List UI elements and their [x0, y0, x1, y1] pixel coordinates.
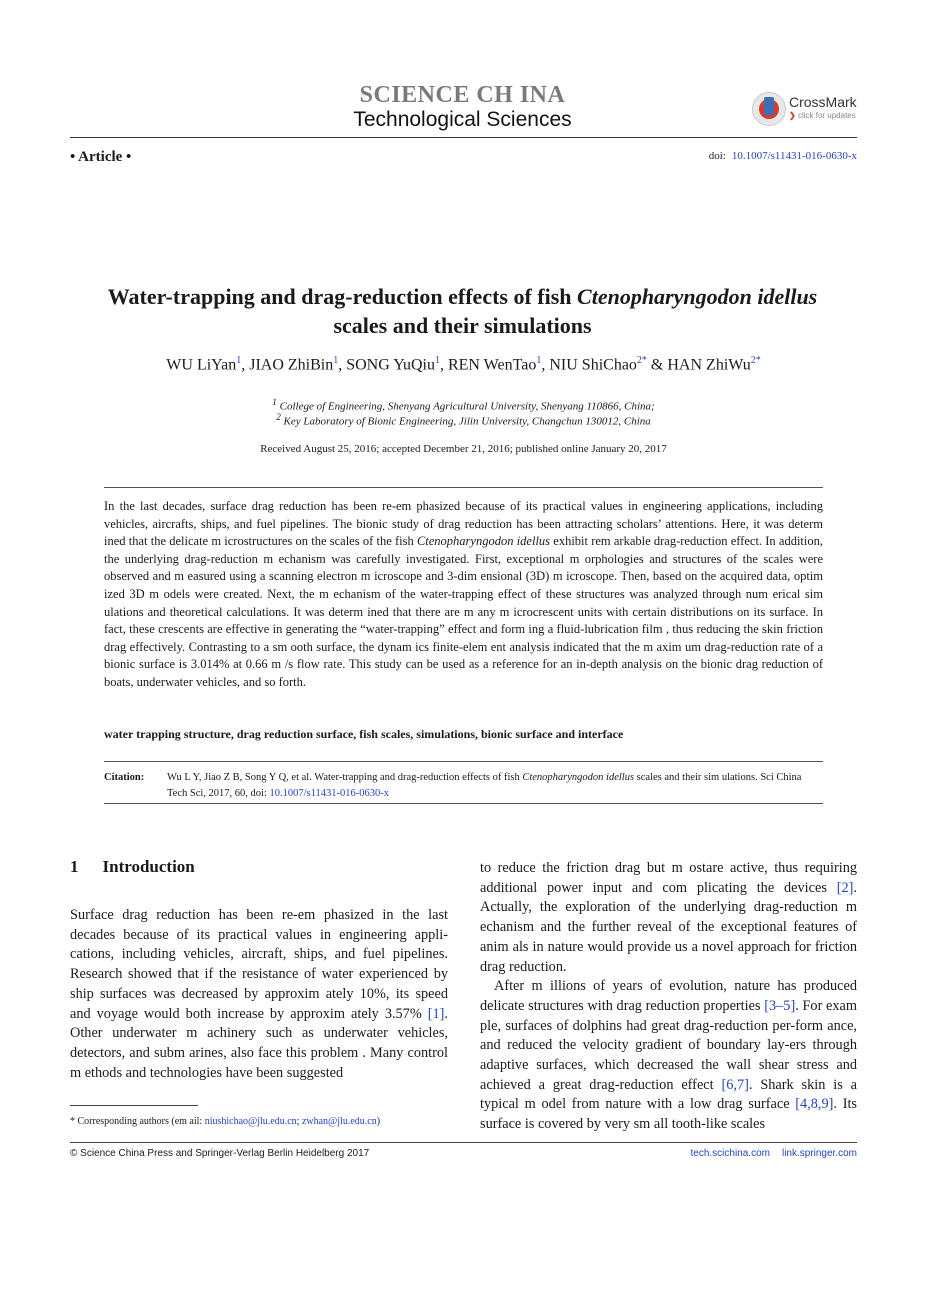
author-name: SONG YuQiu — [346, 356, 435, 374]
author-affiliation-mark: 1 — [434, 355, 440, 366]
journal-name: SCIENCE CH INA — [359, 82, 566, 108]
arrow-icon: ❯ — [789, 111, 796, 120]
header-rule — [70, 137, 857, 138]
keywords: water trapping structure, drag reduction surface, fish scales, simulations, bionic surface and interface — [104, 727, 624, 741]
affiliation-1: $^1$ College of Engineering, Shenyang Agricultural University, Shenyang 110866, China; — [272, 397, 655, 413]
doi-line — [709, 150, 857, 162]
footnote-rule — [70, 1105, 198, 1106]
author-list: WU LiYan$^1$, JIAO ZhiBin$^1$, SONG YuQiu$^1$, REN WenTao$^1$, NIU ShiChao$^{2*}$ & HAN ZhiWu$^{2*}$ — [166, 355, 761, 374]
reference-link[interactable]: [2] — [836, 879, 854, 896]
author-affiliation-mark: 1 — [236, 355, 242, 366]
crossmark-icon — [752, 92, 786, 126]
citation-doi-link[interactable]: 10.1007/s11431-016-0630-x — [269, 788, 389, 799]
author-affiliation-mark: 1 — [536, 355, 542, 366]
doi-link[interactable]: 10.1007/s11431-016-0630-x — [731, 150, 857, 162]
citation-bottom-rule — [104, 803, 823, 804]
affiliation-2: $^2$ Key Laboratory of Bionic Engineering, Jilin University, Changchun 130012, China — [276, 412, 651, 428]
copyright: © Science China Press and Springer-Verlag Berlin Heidelberg 2017 — [70, 1148, 370, 1159]
crossmark-subtitle: ❯ click for updates — [789, 111, 856, 120]
crossmark-badge[interactable] — [752, 92, 862, 128]
article-type: • Article • — [70, 149, 132, 165]
journal-section: Technological Sciences — [353, 108, 572, 131]
section-heading: 1 Introduction — [70, 857, 195, 876]
intro-paragraph-1: Surface drag reduction has been re-em phasized in the last decades because of its practical values in engineering appli-cations, including vehicles, aircraft, ships, and fuel pipelines. Research showed that if the resistance of water experienced by ship surfaces was decreased by approxim ately 10%, its speed and voyage would both increase by approxim ately 3.57% [1]. Other underwater m achinery such as underwater vehicles, detectors, and subm arines, also face this problem . Many control m ethods and technologies have been suggested — [70, 907, 448, 1081]
reference-link[interactable]: [6,7] — [721, 1076, 749, 1093]
email-link-1[interactable]: niushichao@jlu.edu.cn — [204, 1116, 297, 1127]
author-name: REN WenTao — [447, 356, 537, 374]
doi-label: doi: — [708, 150, 726, 162]
received-dates: Received August 25, 2016; accepted December 21, 2016; published online January 20, 2017 — [260, 443, 667, 455]
abstract: In the last decades, surface drag reduction has been re-em phasized because of its practical values in engineering applications, including vehicles, aircrafts, ships, and fuel pipelines. The bionic study of drag reduction has been attracting scholars’ attentions. Here, it was determ ined that the delicate m icrostructures on the scales of the fish Ctenopharyngodon idellus exhibit rem arkable drag-reduction effect. In addition, the underlying drag-reduction m echanism was carefully investigated. First, exceptional m orphologies and structures of the scales were observed and m easured using a scanning electron m icroscope and 3-dim ensional (3D) m icroscope. Then, based on the acquired data, optim ized 3D m odels were created. Next, the m echanism of the water-trapping effect of these structures was analyzed through num erical sim ulations and theoretical calculations. It was determ ined that there are m any m icrocrescent units with certain distributions on its surface. In fact, these crescents are effective in generating the “water-trapping” effect and form ing a fluid-lubrication film , thus reducing the skin friction drag effectively. Contrasting to a sm ooth surface, the dynam ics finite-elem ent analysis indicated that the m axim um drag-reduction rate of a bionic surface is 3.014% at 0.66 m /s flow rate. This study can be used as a reference for an in-depth analysis on the bionic drag reduction of boats, underwater vehicles, and so forth. — [104, 499, 824, 689]
crossmark-title: CrossMark — [789, 94, 857, 110]
corresponding-author-footnote: * Corresponding authors (em ail: niushichao@jlu.edu.cn; zwhan@jlu.edu.cn) — [70, 1116, 381, 1127]
abstract-top-rule — [104, 487, 823, 488]
footer-rule — [70, 1142, 857, 1143]
email-link-2[interactable]: zwhan@jlu.edu.cn — [301, 1116, 377, 1127]
citation-top-rule — [104, 761, 823, 762]
reference-link[interactable]: [4,8,9] — [795, 1096, 834, 1113]
author-affiliation-mark: 2* — [750, 355, 761, 366]
link-springer[interactable]: link.springer.com — [781, 1148, 857, 1159]
footer-links — [690, 1148, 857, 1159]
paper-title: Water-trapping and drag-reduction effects of fish Ctenopharyngodon idellus scales and their simulations — [107, 284, 818, 338]
link-scichina[interactable]: tech.scichina.com — [690, 1148, 770, 1159]
left-column — [70, 906, 448, 1083]
author-name: WU LiYan — [166, 356, 237, 374]
author-affiliation-mark: 2* — [636, 355, 647, 366]
intro-paragraph-2: After m illions of years of evolution, nature has produced delicate structures with drag reduction properties [3–5]. For exam ple, surfaces of dolphins had great drag-reduction per-form ance, and reduced the velocity gradient of boundary lay-ers through adaptive surfaces, which decreased the wall shear stress and achieved a great drag-reduction effect [6,7]. Shark skin is a typical m odel from nature with a low drag surface [4,8,9]. Its surface is covered by very sm all tooth-like scales — [480, 978, 858, 1133]
intro-paragraph-1-cont: to reduce the friction drag but m ostare active, thus requiring additional power input and com plicating the devices [2]. Actually, the exploration of the underlying drag-reduction m echanism and the further reveal of the exceptional features of anim als in nature would provide us a novel approach for friction drag reduction. — [480, 860, 857, 975]
right-column — [480, 859, 857, 1135]
author-name: NIU ShiChao — [549, 356, 637, 374]
citation-label: Citation: — [104, 772, 145, 783]
citation-text: Wu L Y, Jiao Z B, Song Y Q, et al. Water-trapping and drag-reduction effects of fish Ctenopharyngodon idellus scales and their sim ulations. Sci China Tech Sci, 2017, 60, doi: 10.1007/s11431-016-0630-x — [167, 772, 802, 799]
reference-link[interactable]: [1] — [427, 1005, 445, 1022]
author-affiliation-mark: 1 — [333, 355, 339, 366]
author-name: HAN ZhiWu — [667, 356, 751, 374]
author-name: JIAO ZhiBin — [249, 356, 334, 374]
reference-link[interactable]: [3–5] — [764, 997, 796, 1014]
